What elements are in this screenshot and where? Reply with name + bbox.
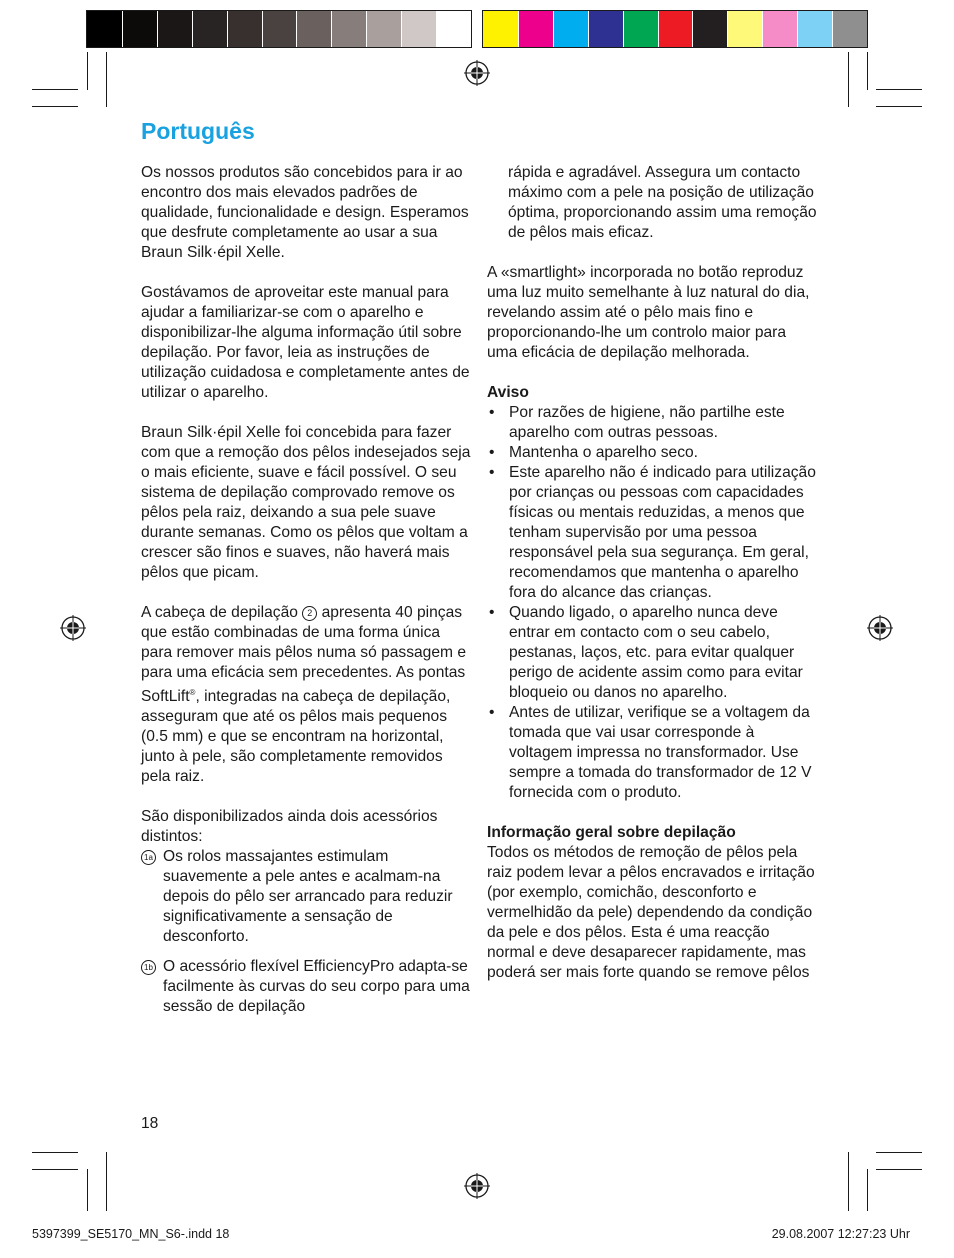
accessories-paragraph: São disponibilizados ainda dois acessórios distintos: xyxy=(141,808,438,846)
crop-mark xyxy=(867,1169,868,1211)
color-swatch xyxy=(518,11,553,47)
info-heading: Informação geral sobre depilação xyxy=(487,824,736,841)
color-swatch xyxy=(262,11,297,47)
page-title: Português xyxy=(141,118,255,144)
warning-item: • Por razões de higiene, não partilhe este aparelho com outras pessoas. xyxy=(487,403,817,443)
intro-paragraph: Os nossos produtos são concebidos para ir ao encontro dos mais elevados padrões de qualidade, funcionalidade e design. Esperamos que desfrute completamente ao usar a sua Braun Silk·épil Xelle. xyxy=(141,164,469,261)
accessory-item xyxy=(141,847,471,947)
circled-number-icon: 1a xyxy=(141,850,156,865)
epilation-head-paragraph xyxy=(141,603,471,787)
page-number: 18 xyxy=(141,1115,159,1132)
color-swatch xyxy=(157,11,192,47)
crop-mark xyxy=(87,52,88,90)
warning-list xyxy=(487,403,817,803)
crop-mark xyxy=(876,89,922,90)
footer-file-info: 5397399_SE5170_MN_S6-.indd 18 xyxy=(32,1227,230,1241)
registration-mark-icon xyxy=(867,615,893,641)
circled-number-icon: 2 xyxy=(302,606,317,621)
crop-mark xyxy=(876,1152,922,1153)
crop-mark xyxy=(32,106,78,107)
color-swatch xyxy=(192,11,227,47)
warning-item: • Mantenha o aparelho seco. xyxy=(487,443,817,463)
text-segment: A cabeça de depilação xyxy=(141,604,303,621)
color-swatch xyxy=(762,11,797,47)
left-column xyxy=(141,163,471,1027)
color-swatch xyxy=(227,11,262,47)
crop-mark xyxy=(876,106,922,107)
registration-mark-icon xyxy=(60,615,86,641)
warning-item: • Antes de utilizar, verifique se a voltagem da tomada que vai usar corresponde à voltagem impressa no transformador. Use sempre a tomada do transformador de 12 V fornecida com o produto. xyxy=(487,703,817,803)
color-swatch xyxy=(658,11,693,47)
color-swatch xyxy=(331,11,366,47)
color-swatch xyxy=(588,11,623,47)
color-swatch xyxy=(553,11,588,47)
grayscale-color-bar xyxy=(86,10,472,48)
crop-mark xyxy=(106,52,107,107)
crop-mark xyxy=(87,1169,88,1211)
color-swatch xyxy=(797,11,832,47)
crop-mark xyxy=(32,89,78,90)
info-paragraph: Todos os métodos de remoção de pêlos pela raiz podem levar a pêlos encravados e irritação (por exemplo, comichão, desconforto e vermelhidão da pele) dependendo da condição da pele e dos pêlos. Esta é uma reacção normal e deve desaparecer rapidamente, mas poderá ser mais forte quando se remove pêlos xyxy=(487,844,815,981)
color-swatch xyxy=(483,11,518,47)
registration-mark-icon xyxy=(464,1173,490,1199)
crop-mark xyxy=(848,1152,849,1211)
crop-mark xyxy=(32,1169,78,1170)
color-swatch xyxy=(296,11,331,47)
color-swatch xyxy=(401,11,436,47)
process-color-bar xyxy=(482,10,868,48)
warning-heading: Aviso xyxy=(487,384,529,401)
color-swatch xyxy=(832,11,867,47)
crop-mark xyxy=(867,52,868,90)
accessory-item xyxy=(141,957,471,1017)
crop-mark xyxy=(106,1152,107,1211)
smartlight-paragraph: A «smartlight» incorporada no botão reproduz uma luz muito semelhante à luz natural do dia, revelando assim até o pêlo mais fino e proporcionando-lhe um controlo maior para uma eficácia de depilação melhorada. xyxy=(487,264,810,361)
manual-paragraph: Gostávamos de aproveitar este manual para ajudar a familiarizar-se com o aparelho e disponibilizar-lhe alguma informação útil sobre depilação. Por favor, leia as instruções de utilização cuidadosa e completamente antes de utilizar o aparelho. xyxy=(141,284,470,401)
crop-mark xyxy=(876,1169,922,1170)
text-segment: apresenta 40 pinças que estão combinadas de uma forma única para remover mais pêlos numa só passagem e para uma eficácia sem precedentes. As pontas SoftLift xyxy=(141,604,467,706)
product-paragraph: Braun Silk·épil Xelle foi concebida para fazer com que a remoção dos pêlos indesejados seja o mais eficiente, suave e fácil possível. O seu sistema de depilação comprovado remove os pêlos pela raiz, deixando a sua pele suave durante semanas. Como os pêlos que voltam a crescer são finos e suaves, não haverá mais pêlos que picam. xyxy=(141,424,471,581)
text-segment: , integradas na cabeça de depilação, asseguram que até os pêlos mais pequenos (0.5 mm) e que se encontram na horizontal, junto à pele, são completamente removidos pela raiz. xyxy=(141,688,451,786)
warning-item: • Quando ligado, o aparelho nunca deve entrar em contacto com o seu cabelo, pestanas, laços, etc. para evitar qualquer perigo de acidente assim como para evitar bloqueio ou danos no aparelho. xyxy=(487,603,817,703)
color-swatch xyxy=(122,11,157,47)
crop-mark xyxy=(848,52,849,107)
registration-mark-icon xyxy=(464,60,490,86)
continued-paragraph: rápida e agradável. Assegura um contacto máximo com a pele na posição de utilização óptima, proporcionando assim uma remoção de pêlos mais eficaz. xyxy=(508,164,817,241)
warning-item: • Este aparelho não é indicado para utilização por crianças ou pessoas com capacidades físicas ou mentais reduzidas, a menos que tenham supervisão por uma pessoa responsável pela sua segurança. Em geral, recomendamos que mantenha o aparelho fora do alcance das crianças. xyxy=(487,463,817,603)
color-swatch xyxy=(366,11,401,47)
footer-timestamp: 29.08.2007 12:27:23 Uhr xyxy=(771,1227,910,1241)
color-swatch xyxy=(623,11,658,47)
crop-mark xyxy=(32,1152,78,1153)
accessory-item-text: O acessório flexível EfficiencyPro adapta-se facilmente às curvas do seu corpo para uma sessão de depilação xyxy=(163,958,470,1016)
circled-number-icon: 1b xyxy=(141,960,156,975)
registered-mark: ® xyxy=(189,688,196,697)
right-column xyxy=(487,163,817,1003)
color-swatch xyxy=(87,11,122,47)
color-swatch xyxy=(692,11,727,47)
accessory-item-text: Os rolos massajantes estimulam suavemente a pele antes e acalmam-na depois do pêlo ser arrancado para reduzir significativamente a sensação de desconforto. xyxy=(163,848,453,946)
color-swatch xyxy=(727,11,762,47)
color-swatch xyxy=(436,11,471,47)
